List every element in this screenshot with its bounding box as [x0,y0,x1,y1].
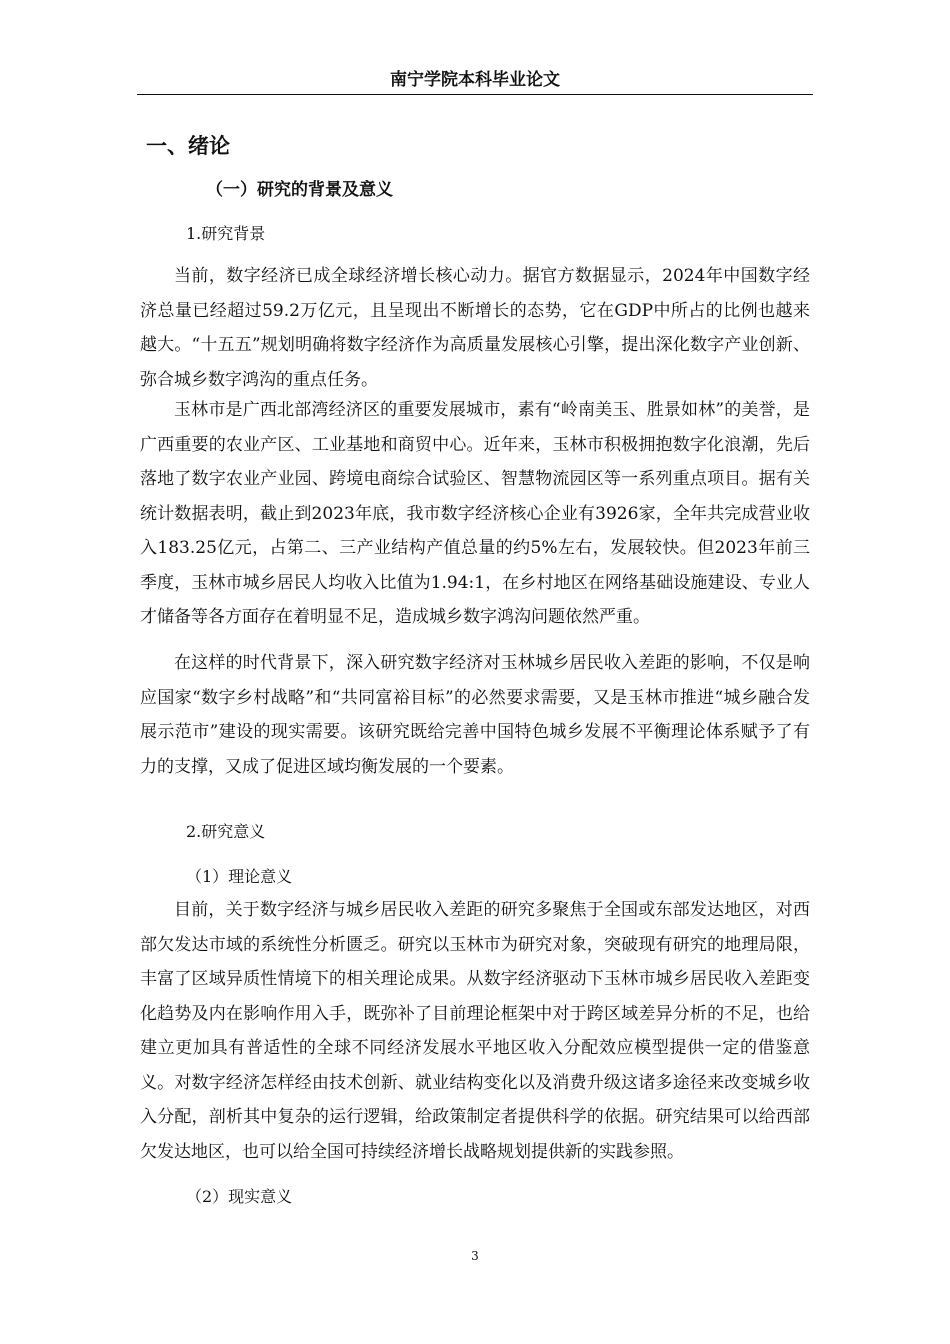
page-number: 3 [471,1249,479,1263]
subsection-heading-significance: 2.研究意义 [186,822,266,841]
subsection-heading-background: 1.研究背景 [186,224,266,243]
subsubsection-heading-practice: （2）现实意义 [186,1187,293,1206]
section-heading: （一）研究的背景及意义 [206,180,393,200]
paragraph-background-2: 玉林市是广西北部湾经济区的重要发展城市，素有“岭南美玉、胜景如林”的美誉，是广西重要的农业产区、工业基地和商贸中心。近年来，玉林市积极拥抱数字化浪潮，先后落地了数字农业产业园、跨境电商综合试验区、智慧物流园区等一系列重点项目。据有关统计数据表明，截止到2023年底，我市数字经济核心企业有3926家，全年共完成营业收入183.25亿元，占第二、三产业结构产值总量的约5%左右，发展较快。但2023年前三季度，玉林市城乡居民人均收入比值为1.94:1，在乡村地区在网络基础设施建设、专业人才储备等各方面存在着明显不足，造成城乡数字鸿沟问题依然严重。 [140,400,810,627]
running-header-title: 南宁学院本科毕业论文 [390,70,560,90]
chapter-heading: 一、绪论 [146,134,230,158]
paragraph-background-1: 当前，数字经济已成全球经济增长核心动力。据官方数据显示，2024年中国数字经济总量已经超过59.2万亿元，且呈现出不断增长的态势，它在GDP中所占的比例也越来越大。“十五五”规划明确将数字经济作为高质量发展核心引擎，提出深化数字产业创新、弥合城乡数字鸿沟的重点任务。 [140,266,810,390]
subsubsection-heading-theory: （1）理论意义 [186,867,293,886]
header-divider [137,94,813,95]
paragraph-background-3: 在这样的时代背景下，深入研究数字经济对玉林城乡居民收入差距的影响，不仅是响应国家“数字乡村战略”和“共同富裕目标”的必然要求需要，又是玉林市推进“城乡融合发展示范市”建设的现实需要。该研究既给完善中国特色城乡发展不平衡理论体系赋予了有力的支撑，又成了促进区域均衡发展的一个要素。 [140,653,810,777]
paragraph-theory: 目前，关于数字经济与城乡居民收入差距的研究多聚焦于全国或东部发达地区，对西部欠发达市域的系统性分析匮乏。研究以玉林市为研究对象，突破现有研究的地理局限，丰富了区域异质性情境下的相关理论成果。从数字经济驱动下玉林市城乡居民收入差距变化趋势及内在影响作用入手，既弥补了目前理论框架中对于跨区域差异分析的不足，也给建立更加具有普适性的全球不同经济发展水平地区收入分配效应模型提供一定的借鉴意义。对数字经济怎样经由技术创新、就业结构变化以及消费升级这诸多途径来改变城乡收入分配，剖析其中复杂的运行逻辑，给政策制定者提供科学的依据。研究结果可以给西部欠发达地区，也可以给全国可持续经济增长战略规划提供新的实践参照。 [140,900,810,1162]
